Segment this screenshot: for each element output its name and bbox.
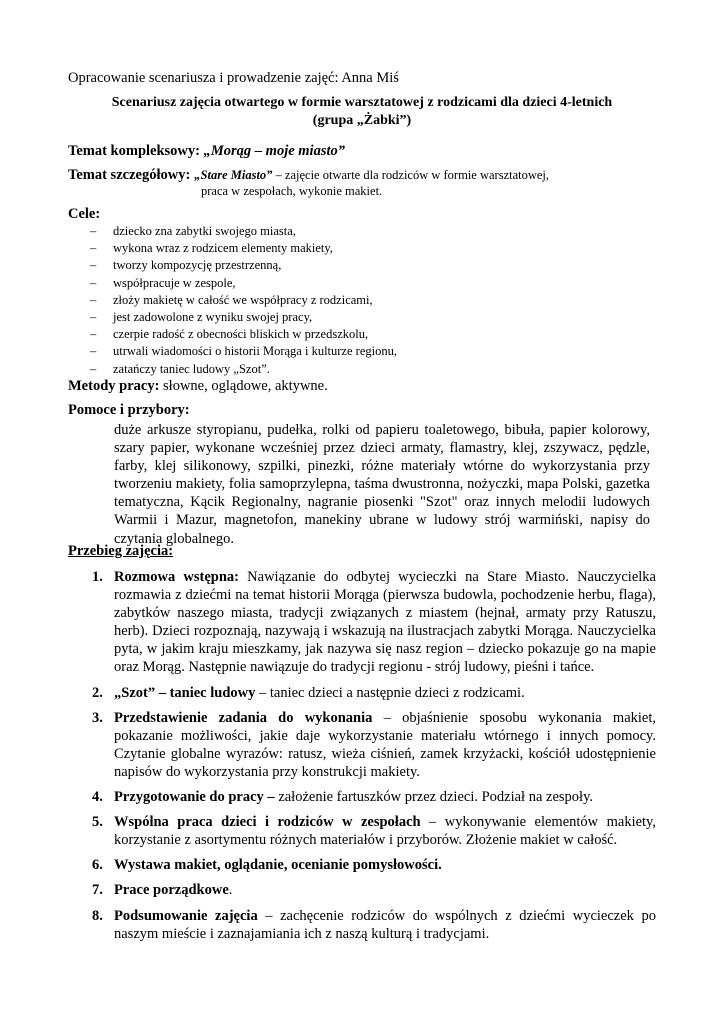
document-title [68, 94, 656, 130]
step-number: 4. [92, 789, 103, 806]
methods [68, 378, 328, 395]
goal-text: wykona wraz z rodzicem elementy makiety, [113, 241, 333, 256]
step-title: Wspólna praca dzieci i rodziców w zespołach [114, 814, 421, 831]
step-number: 3. [92, 709, 103, 726]
goal-item [86, 223, 397, 240]
goal-text: współpracuje w zespole, [113, 275, 236, 290]
materials-heading: Pomoce i przybory: [68, 402, 190, 418]
complex-topic-label: Temat kompleksowy: [68, 143, 200, 159]
step-number: 6. [92, 857, 103, 874]
dash-bullet: – [90, 344, 97, 359]
goal-item [86, 257, 397, 274]
detailed-topic-desc: – zajęcie otwarte dla rodziców w formie warsztatowej, [272, 168, 550, 182]
goal-item [86, 292, 397, 309]
step-text: – objaśnienie sposobu wykonania makiet, pokazanie możliwości, jakie daje wykorzystanie materiału wtórnego i innych pomocy. Czytanie globalne wyrazów: ratusz, wieża ciśnień, zamek krzyżacki, kościół udostępnienie napisów do wykorzystania przy konstrukcji makiety. [114, 709, 656, 780]
goal-item [86, 275, 397, 292]
detailed-topic-label: Temat szczegółowy: [68, 167, 191, 183]
procedure-step [86, 684, 656, 702]
goal-item [86, 361, 397, 378]
goals-heading: Cele: [68, 206, 101, 222]
procedure-step [86, 881, 656, 899]
dash-bullet: – [90, 292, 97, 307]
procedure-step [86, 856, 656, 874]
step-text: – wykonywanie elementów makiety, korzystanie z asortymentu różnych materiałów i przyborów. Złożenie makiet w całość. [114, 814, 656, 849]
goal-text: utrwali wiadomości o historii Morąga i kulturze regionu, [113, 344, 397, 359]
dash-bullet: – [90, 224, 97, 238]
goal-text: czerpie radość z obecności bliskich w przedszkolu, [113, 327, 369, 342]
goal-text: zatańczy taniec ludowy „Szot”. [113, 361, 270, 376]
title-line-2: (grupa „Żabki”) [312, 113, 412, 128]
detailed-topic-line-2: praca w zespołach, wykonie makiet. [201, 184, 383, 198]
step-title: Podsumowanie zajęcia [114, 907, 258, 924]
procedure-step [86, 788, 656, 806]
step-title: Wystawa makiet, oglądanie, ocenianie pomysłowości. [114, 857, 442, 874]
step-text: . [228, 882, 233, 899]
author-line: Opracowanie scenariusza i prowadzenie zajęć: Anna Miś [68, 70, 399, 86]
step-number: 8. [92, 907, 103, 924]
goal-item [86, 343, 397, 360]
procedure-steps [86, 568, 656, 943]
goal-item [86, 240, 397, 257]
step-title: Przygotowanie do pracy – [114, 789, 275, 806]
goal-text: tworzy kompozycję przestrzenną, [113, 258, 282, 273]
step-title: „Szot” – taniec ludowy [114, 684, 256, 701]
dash-bullet: – [90, 241, 97, 256]
goal-text: dziecko zna zabytki swojego miasta, [113, 224, 296, 238]
procedure-step [86, 568, 656, 677]
procedure-step [86, 813, 656, 849]
step-text: – zachęcenie rodziców do wspólnych z dziećmi wycieczek po naszym mieście i zaznajamiania ich z naszą kulturą i tradycjami. [114, 907, 656, 942]
dash-bullet: – [90, 258, 97, 273]
procedure-step [86, 709, 656, 781]
goal-text: jest zadowolone z wyniku swojej pracy, [113, 309, 313, 324]
dash-bullet: – [90, 327, 97, 342]
detailed-topic [68, 166, 549, 184]
step-number: 7. [92, 882, 103, 899]
materials-text: duże arkusze styropianu, pudełka, rolki od papieru toaletowego, bibuła, papier kolorowy, szary papier, wykonane wcześniej przez dzieci armaty, flamastry, klej, zszywacz, pędzle, farby, klej silikonowy, szpilki, pinezki, różne materiały wtórne do wykorzystania przy tworzeniu makiety, folia samoprzylepna, taśma dwustronna, nożyczki, mapa Polski, gazetka tematyczna, Kącik Regionalny, nagranie piosenki "Szot" oraz innych melodii ludowych Warmii i Mazur, magnetofon, manekiny ubrane w ludowy strój warmiński, napisy do czytania globalnego. [114, 422, 650, 547]
methods-value: słowne, oglądowe, aktywne. [159, 378, 328, 394]
step-text: – taniec dzieci a następnie dzieci z rodzicami. [255, 684, 525, 701]
procedure-heading: Przebieg zajęcia: [68, 543, 174, 559]
title-line-1: Scenariusz zajęcia otwartego w formie warsztatowej z rodzicami dla dzieci 4-letnich [111, 95, 613, 110]
goal-text: złoży makietę w całość we współpracy z rodzicami, [113, 292, 373, 307]
procedure-step [86, 907, 656, 943]
methods-label: Metody pracy: [68, 378, 160, 394]
goal-item [86, 309, 397, 326]
step-title: Rozmowa wstępna: [114, 569, 239, 585]
dash-bullet: – [90, 361, 97, 376]
step-title: Prace porządkowe [114, 882, 229, 899]
step-text: założenie fartuszków przez dzieci. Podział na zespoły. [274, 789, 594, 806]
step-number: 1. [92, 569, 103, 585]
dash-bullet: – [90, 275, 97, 290]
step-text: Nawiązanie do odbytej wycieczki na Stare Miasto. Nauczycielka rozmawia z dziećmi na temat historii Morąga (pierwsza budowla, pochodzenie herbu, flaga), zabytków naszego miasta, tradycji związanych z miastem (hejnał, armaty przy Ratuszu, herb). Dzieci rozpoznają, nazywają i wskazują na ilustracjach zabytki Morąga. Nauczycielka pyta, w jakim kraju mieszkamy, jak nazywa się nasz region – dziecko pokazuje go na mapie oraz Morąg. Następnie nawiązuje do tradycji regionu - strój ludowy, pieśni i tańce. [114, 569, 656, 676]
step-number: 2. [92, 684, 103, 701]
step-title: Przedstawienie zadania do wykonania [114, 709, 373, 726]
goal-item [86, 326, 397, 343]
detailed-topic-title: „Stare Miasto” [194, 168, 273, 182]
goals-list [86, 223, 397, 378]
complex-topic-value: „Morąg – moje miasto” [203, 143, 346, 159]
dash-bullet: – [90, 309, 97, 324]
complex-topic [68, 143, 345, 160]
step-number: 5. [92, 814, 103, 831]
